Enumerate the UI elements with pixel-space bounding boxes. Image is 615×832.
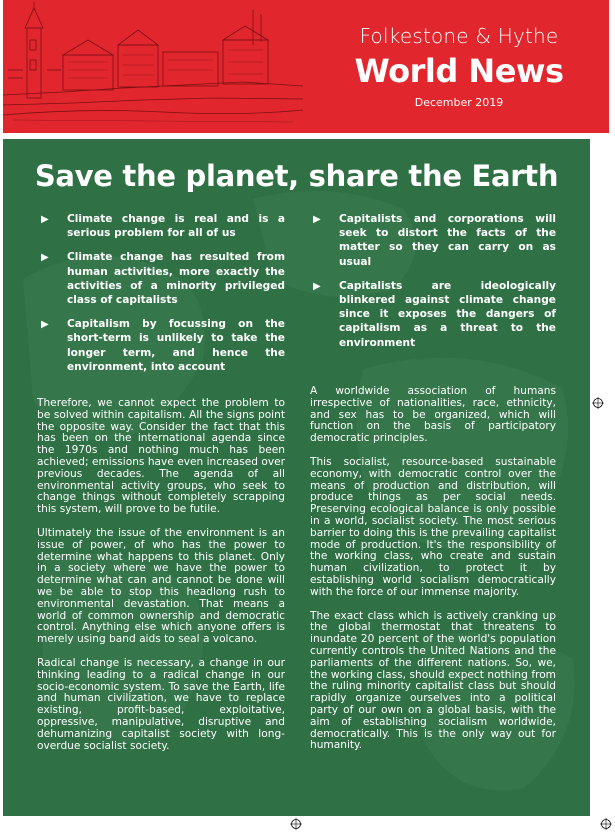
bullet-item: [39, 317, 285, 374]
newsletter-title: World News: [354, 52, 564, 90]
registration-mark-icon: [592, 397, 604, 409]
paragraph: The exact class which is actively cranking up the global thermostat that threatens to inundate 20 percent of the world's population currently controls the United Nations and the parliaments of the different nations. So, we, the working class, should expect nothing from the ruling minority capitalist class but should rapidly organize ourselves into a political party of our own on a global basis, with the aim of establishing socialism worldwide, democratically. This is the only way out for humanity.: [310, 609, 556, 752]
bullet-item: [39, 212, 285, 240]
paragraph: A worldwide association of humans irrespective of nationalities, race, ethnicity, and sex has to be organized, which will function on the basis of participatory democratic principles.: [310, 385, 556, 445]
article-panel: [3, 139, 590, 816]
bullet-item: [39, 250, 285, 307]
paragraph: Ultimately the issue of the environment is an issue of power, of who has the power to determine what happens to this planet. Only in a society where we have the power to determine what can and cannot be done will we be able to stop this headlong rush to environmental devastation. That means a world of common ownership and democratic control. Anything else which anyone offers is merely using band aids to seal a volcano.: [37, 526, 285, 646]
article-headline: Save the planet, share the Earth: [34, 159, 559, 193]
harbour-sketch-illustration: [3, 0, 303, 133]
arrow-right-icon: ▶: [41, 252, 49, 264]
arrow-right-icon: ▶: [313, 214, 321, 225]
masthead-text: [309, 24, 609, 109]
bullet-text: Capitalists are ideologically blinkered against climate change since it exposes the dangers of capitalism as a threat to the environment: [339, 279, 556, 349]
paragraph: Therefore, we cannot expect the problem to be solved within capitalism. All the signs point the opposite way. Consider the fact that this has been on the international agenda since the 1970s and nothing much has been achieved; emissions have even increased over previous decades. The agenda of all environmental activity groups, who seek to change things without completely scrapping this system, will prove to be futile.: [37, 397, 285, 516]
body-column-right: [310, 386, 556, 764]
bullet-list-left: [39, 212, 285, 384]
registration-mark-icon: [290, 818, 302, 830]
bullet-text: Climate change is real and is a serious problem for all of us: [67, 213, 285, 240]
bullet-text: Capitalism by focussing on the short-term is unlikely to take the longer term, and hence the environment, into account: [67, 318, 285, 373]
bullet-list-right: [311, 212, 556, 360]
arrow-right-icon: ▶: [41, 319, 49, 331]
masthead: [3, 0, 609, 133]
bullet-text: Climate change has resulted from human activities, more exactly the activities of a minority privileged class of capitalists: [67, 251, 285, 307]
bullet-text: Capitalists and corporations will seek to distort the facts of the matter so they can carry on as usual: [339, 213, 556, 268]
town-name: Folkestone & Hythe: [359, 24, 559, 48]
registration-mark-icon: [600, 818, 612, 830]
bullet-item: [311, 279, 556, 350]
paragraph: This socialist, resource-based sustainable economy, with democratic control over the means of production and distribution, will produce things as per social needs. Preserving ecological balance is only possible in a world, socialist society. The most serious barrier to doing this is the prevailing capitalist mode of production. It's the responsibility of the working class, who create and sustain human civilization, to protect it by establishing world socialism democratically with the force of our immense majority.: [310, 455, 556, 598]
body-column-left: [37, 398, 285, 764]
arrow-right-icon: ▶: [41, 214, 49, 225]
paragraph: Radical change is necessary, a change in our thinking leading to a radical change in our socio-economic system. To save the Earth, life and human civilization, we have to replace existing, profit-based, exploitative, oppressive, manipulative, disruptive and dehumanizing capitalist society with long-overdue socialist society.: [37, 656, 285, 752]
arrow-right-icon: ▶: [313, 280, 321, 292]
bullet-item: [311, 212, 556, 269]
issue-date: December 2019: [414, 96, 504, 109]
